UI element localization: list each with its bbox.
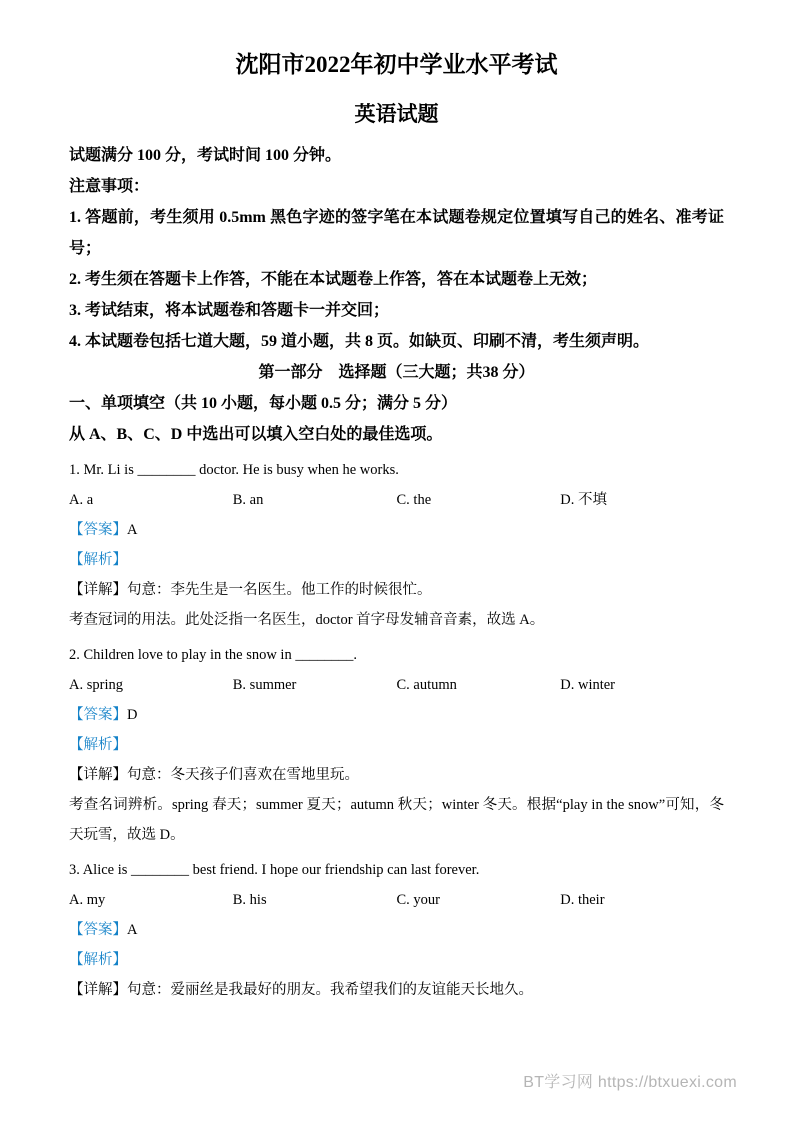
detail-line: 【详解】句意：爱丽丝是我最好的朋友。我希望我们的友谊能天长地久。 [69,982,533,998]
answer-value: D [127,707,138,723]
option-a: A. a [69,492,94,508]
question-2 [69,640,724,850]
analysis-label: 【解析】 [69,952,127,968]
answer-label: 【答案】 [69,707,127,723]
question-options [69,485,724,515]
detail-line: 【详解】句意：冬天孩子们喜欢在雪地里玩。 [69,767,359,783]
notice-item-3: 3. 考试结束，将本试题卷和答题卡一并交回； [69,302,390,319]
section-heading: 一、单项填空（共 10 小题，每小题 0.5 分；满分 5 分） [69,395,458,412]
option-b: B. his [232,892,267,908]
question-stem: 1. Mr. Li is ________ doctor. He is busy when he works. [69,462,399,478]
notice-item-1: 1. 答题前，考生须用 0.5mm 黑色字迹的签字笔在本试题卷规定位置填写自己的姓名、准考证号； [69,209,724,257]
analysis-line [69,545,724,575]
analysis-line [69,730,724,760]
answer-value: A [127,922,138,938]
answer-line [69,515,724,545]
document-header [69,50,724,128]
option-c: C. autumn [396,677,457,693]
notice-item-2: 2. 考生须在答题卡上作答，不能在本试题卷上作答，答在本试题卷上无效； [69,271,598,288]
answer-line [69,700,724,730]
question-options [69,670,724,700]
analysis-label: 【解析】 [69,552,127,568]
answer-label: 【答案】 [69,922,127,938]
exam-info-line: 试题满分 100 分，考试时间 100 分钟。 [69,147,342,164]
question-stem: 2. Children love to play in the snow in ________. [69,647,357,663]
question-options [69,885,724,915]
exam-title: 沈阳市2022年初中学业水平考试 [235,52,558,77]
option-d: D. their [560,892,605,908]
analysis-line [69,945,724,975]
question-1 [69,455,724,635]
detail-line: 考查名词辨析。spring 春天；summer 夏天；autumn 秋天；winter 冬天。根据“play in the snow”可知，冬天玩雪，故选 D。 [69,797,724,843]
option-a: A. spring [69,677,123,693]
option-a: A. my [69,892,106,908]
option-c: C. the [396,492,432,508]
option-b: B. summer [232,677,297,693]
part-heading: 第一部分 选择题（三大题；共38 分） [258,364,535,381]
notice-item-4: 4. 本试题卷包括七道大题，59 道小题，共 8 页。如缺页、印刷不清，考生须声明。 [69,333,650,350]
notice-heading: 注意事项： [69,178,150,195]
detail-line: 【详解】句意：李先生是一名医生。他工作的时候很忙。 [69,582,432,598]
detail-line: 考查冠词的用法。此处泛指一名医生，doctor 首字母发辅音音素，故选 A。 [69,612,545,628]
watermark-text: BT学习网 https://btxuexi.com [523,1074,737,1091]
answer-line [69,915,724,945]
question-3 [69,855,724,1005]
analysis-label: 【解析】 [69,737,127,753]
option-b: B. an [232,492,264,508]
section-instruction: 从 A、B、C、D 中选出可以填入空白处的最佳选项。 [69,426,443,443]
option-d: D. 不填 [560,492,607,508]
option-c: C. your [396,892,440,908]
answer-label: 【答案】 [69,522,127,538]
option-d: D. winter [560,677,616,693]
exam-subtitle: 英语试题 [354,102,439,126]
question-stem: 3. Alice is ________ best friend. I hope our friendship can last forever. [69,862,480,878]
answer-value: A [127,522,138,538]
